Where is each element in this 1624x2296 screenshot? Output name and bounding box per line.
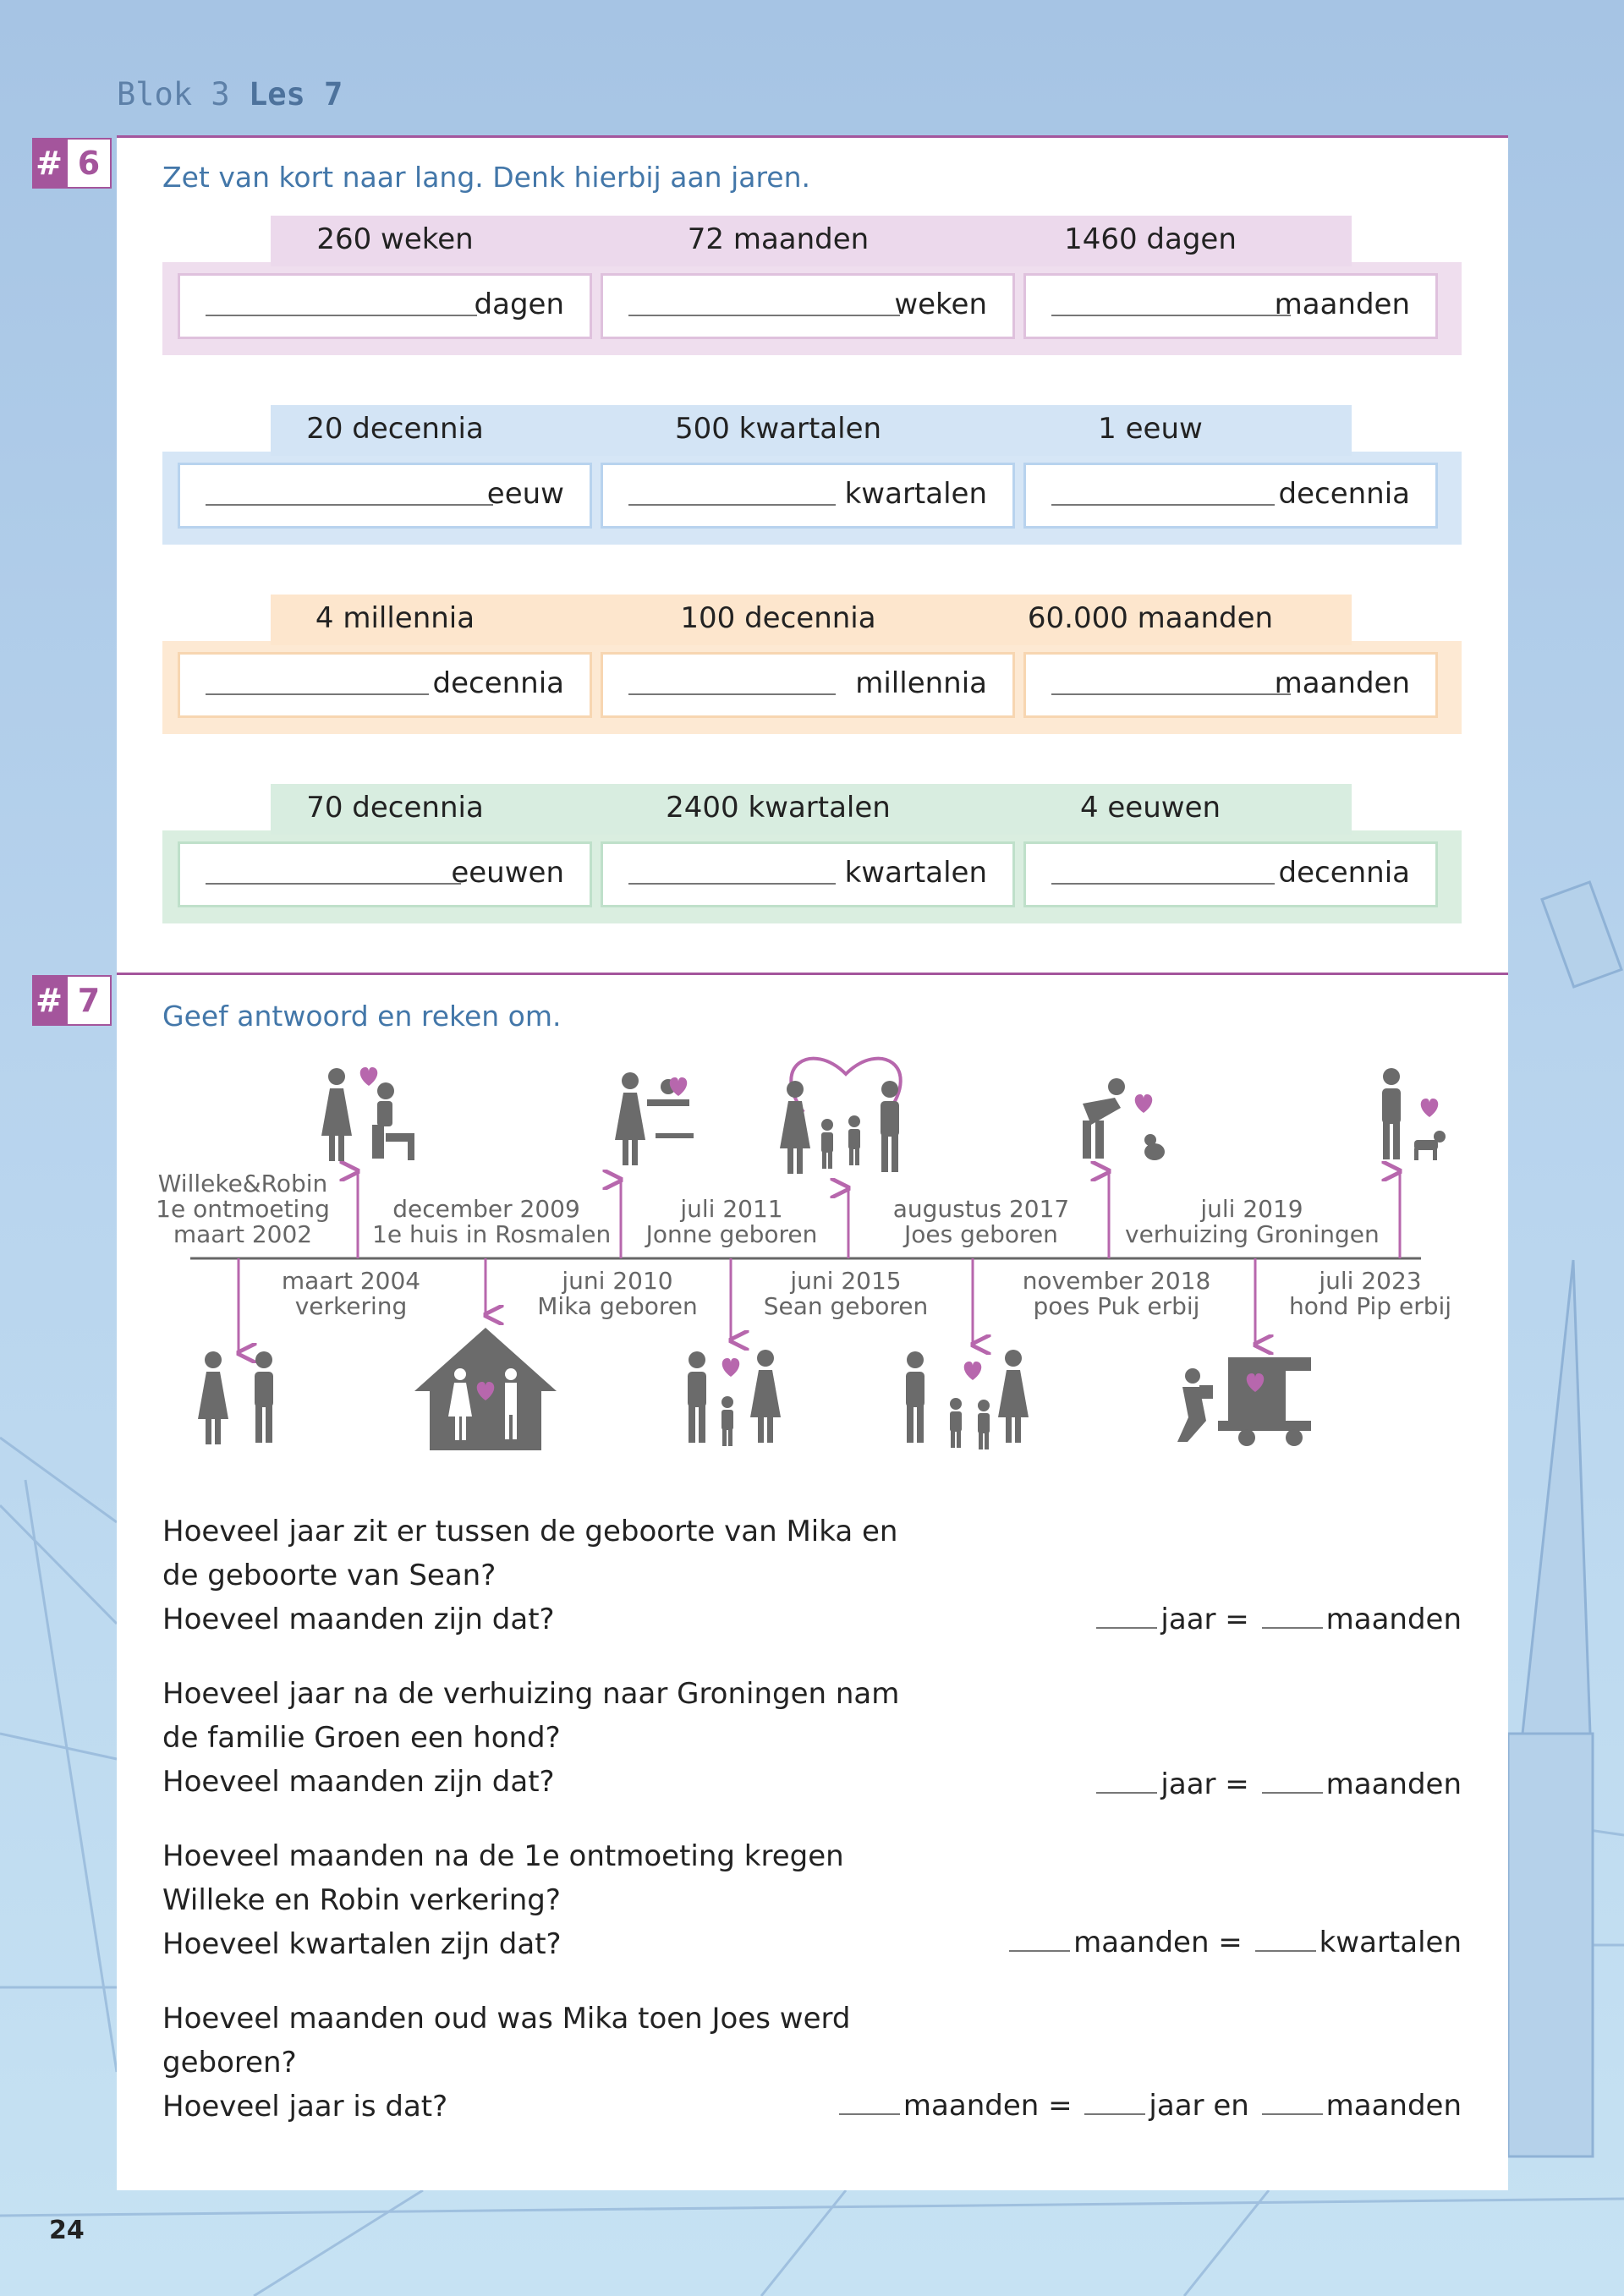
question-line: de familie Groen een hond? [162,1721,561,1755]
source-quantity-label: 100 decennia [680,601,876,635]
target-unit-label: kwartalen [844,856,987,890]
timeline-label-line: maart 2004 [281,1267,421,1295]
question-line: Willeke en Robin verkering? [162,1883,561,1917]
answer-text: maanden = [903,2089,1073,2123]
source-quantity-label: 1460 dagen [1064,222,1237,256]
family-three-icon [688,1350,781,1446]
target-unit-label: maanden [1274,288,1410,321]
timeline-label-meeting [154,1171,332,1247]
answer-blank[interactable] [1009,1949,1070,1952]
timeline-label-verkering [271,1269,431,1319]
question-line: Hoeveel kwartalen zijn dat? [162,1927,562,1961]
timeline-label-line: verhuizing Groningen [1125,1220,1380,1248]
timeline-label-line: december 2009 [392,1195,580,1223]
target-unit-label: eeuw [486,477,564,511]
timeline-label-jonne [643,1197,820,1247]
source-quantity-label: 260 weken [316,222,474,256]
question-line: Hoeveel jaar na de verhuizing naar Groningen nam [162,1677,900,1711]
hash-mark: # [32,975,66,1026]
dog-owner-icon [1382,1068,1446,1160]
page-number: 24 [49,2216,85,2245]
timeline-label-sean [757,1269,935,1319]
question-line: de geboorte van Sean? [162,1559,497,1592]
answer-blank[interactable] [1084,2112,1145,2115]
timeline-label-line: juli 2023 [1319,1267,1422,1295]
question-line: Hoeveel maanden na de 1e ontmoeting kregen [162,1839,844,1873]
family-heart-icon [780,1059,901,1174]
answer-4 [836,2089,1462,2123]
proposal-icon [321,1067,414,1161]
exercise-number: 6 [66,138,112,189]
timeline-label-line: 1e ontmoeting [156,1195,330,1223]
timeline-label-line: Jonne geboren [645,1220,818,1248]
source-quantity-label: 1 eeuw [1098,412,1203,446]
header-lesson: Les 7 [248,76,343,112]
timeline-label-line: poes Puk erbij [1033,1292,1200,1320]
timeline-label-line: november 2018 [1022,1267,1211,1295]
timeline-label-line: juli 2011 [680,1195,783,1223]
target-unit-label: millennia [855,666,987,700]
header-block: Blok 3 [117,76,230,112]
source-quantity-label: 2400 kwartalen [666,791,891,825]
exercise-7-instruction: Geef antwoord en reken om. [162,1000,562,1033]
answer-text: jaar en [1149,2089,1249,2123]
target-unit-label: decennia [1278,856,1410,890]
target-unit-label: decennia [432,666,564,700]
question-line: Hoeveel maanden zijn dat? [162,1765,555,1799]
timeline-label-first-house [372,1195,612,1248]
couple-icon [198,1351,273,1444]
answer-blank[interactable] [1262,1626,1323,1629]
timeline-label-groningen [1125,1197,1379,1247]
answer-3 [1006,1926,1462,1959]
answer-1 [1093,1603,1462,1636]
answer-blank[interactable] [1096,1626,1157,1629]
question-3 [162,1834,844,1966]
answer-blank[interactable] [1262,1791,1323,1794]
target-unit-label: decennia [1278,477,1410,511]
family-four-icon [906,1350,1029,1449]
timeline-label-line: juni 2010 [562,1267,673,1295]
timeline-label-line: juli 2019 [1200,1195,1303,1223]
answer-blank[interactable] [839,2112,900,2115]
source-quantity-label: 20 decennia [306,412,484,446]
source-quantity-label: 4 millennia [315,601,475,635]
answer-blank[interactable] [1255,1949,1316,1952]
exercise-number: 7 [66,975,112,1026]
timeline-label-mika [529,1269,706,1319]
answer-blank[interactable] [1096,1791,1157,1794]
question-1 [162,1510,897,1641]
answer-text: jaar = [1160,1767,1249,1801]
source-quantity-label: 4 eeuwen [1079,791,1221,825]
question-line: Hoeveel maanden zijn dat? [162,1603,555,1636]
exercise-6-instruction: Zet van kort naar lang. Denk hierbij aan jaren. [162,161,811,194]
timeline-label-line: 1e huis in Rosmalen [372,1220,612,1248]
question-line: Hoeveel maanden oud was Mika toen Joes werd [162,2002,851,2036]
answer-text: maanden [1325,2089,1462,2123]
timeline-label-line: Mika geboren [537,1292,698,1320]
answer-text: jaar = [1160,1603,1249,1636]
house-icon [414,1328,557,1450]
target-unit-label: dagen [474,288,564,321]
timeline-label-line: juni 2015 [790,1267,902,1295]
question-line: geboren? [162,2046,297,2080]
answer-blank[interactable] [1262,2112,1323,2115]
timeline-label-line: hond Pip erbij [1288,1292,1452,1320]
source-quantity-label: 72 maanden [687,222,870,256]
answer-text: maanden = [1073,1926,1243,1959]
timeline-label-puk [1015,1269,1218,1319]
question-2 [162,1672,899,1804]
answer-text: maanden [1325,1603,1462,1636]
answer-text: kwartalen [1319,1926,1462,1959]
timeline-label-line: Willeke&Robin [157,1170,328,1197]
timeline-label-line: augustus 2017 [892,1195,1070,1223]
target-unit-label: weken [894,288,987,321]
question-line: Hoeveel jaar is dat? [162,2090,448,2123]
source-quantity-label: 70 decennia [306,791,484,825]
target-unit-label: kwartalen [844,477,987,511]
target-unit-label: eeuwen [451,856,564,890]
timeline-label-pip [1281,1269,1459,1319]
timeline-label-line: verkering [294,1292,408,1320]
cat-owner-icon [1083,1078,1165,1160]
hash-mark: # [32,138,66,189]
timeline-label-line: maart 2002 [173,1220,313,1248]
answer-text: maanden [1325,1767,1462,1801]
target-unit-label: maanden [1274,666,1410,700]
timeline-label-line: Sean geboren [763,1292,929,1320]
question-4 [162,1997,850,2129]
source-quantity-label: 60.000 maanden [1027,601,1274,635]
baby-care-icon [615,1072,694,1165]
timeline-label-line: Joes geboren [904,1220,1058,1248]
answer-2 [1093,1767,1462,1801]
timeline-label-joes [888,1197,1074,1247]
moving-truck-icon [1177,1357,1311,1446]
source-quantity-label: 500 kwartalen [674,412,882,446]
question-line: Hoeveel jaar zit er tussen de geboorte van Mika en [162,1515,898,1548]
